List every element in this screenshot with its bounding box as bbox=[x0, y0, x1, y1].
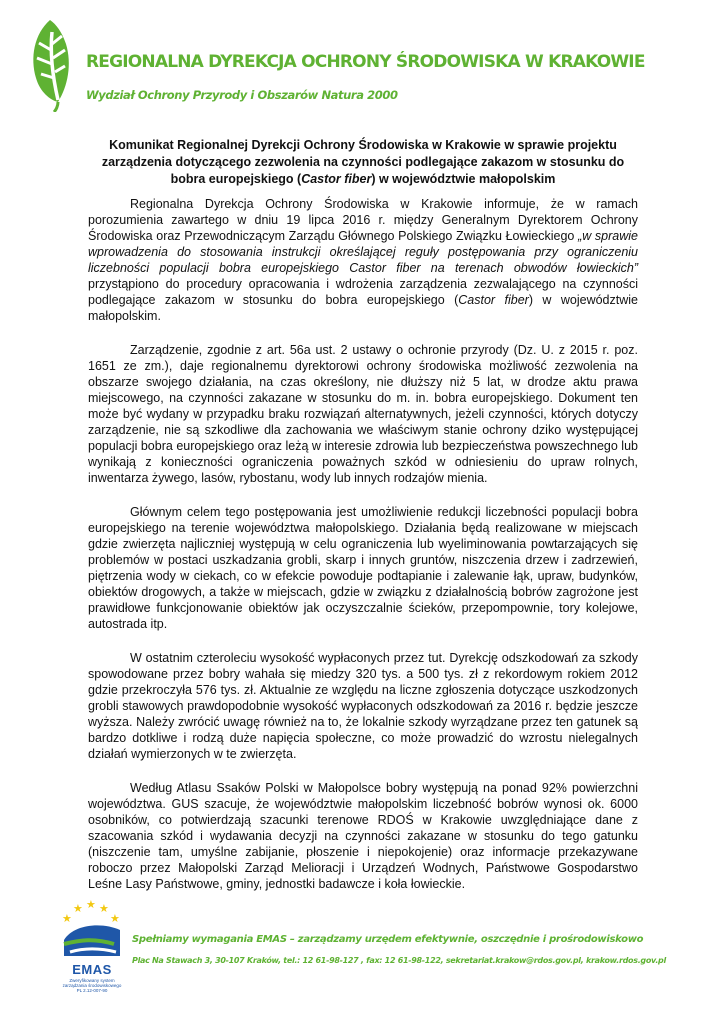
svg-text:★: ★ bbox=[73, 902, 83, 915]
svg-text:★: ★ bbox=[86, 900, 96, 911]
paragraph-1-quote: „w sprawie wprowadzenia do stosowania instrukcji określającej reguły postępowania przy ograniczeniu liczebności populacji bobra europejskiego Castor fiber na terenach obwodów łowieckich” bbox=[88, 229, 638, 275]
svg-text:★: ★ bbox=[62, 912, 72, 925]
leaf-logo-icon bbox=[28, 16, 88, 112]
paragraph-5: Według Atlasu Ssaków Polski w Małopolsce bobry występują na ponad 92% powierzchni województwa. GUS szacuje, że województwie małopolskim liczebność bobrów wynosi ok. 6000 osobników, co potwierdzają szacunki terenowe RDOŚ w Krakowie uwzględniające dane z szacowania szkód i wydawania decyzji na czynności zakazane w stosunku do tego gatunku (niszczenie tam, umyślne zabijanie, płoszenie i niepokojenie) oraz informacje przekazywane roboczo przez Małopolski Zarząd Melioracji i Urządzeń Wodnych, Państwowe Gospodarstwo Leśne Lasy Państwowe, gminy, jednostki badawcze i koła łowieckie. bbox=[88, 781, 638, 891]
letterhead bbox=[28, 16, 708, 116]
title-text-start: Komunikat Regionalnej Dyrekcji Ochrony Środowiska w Krakowie w sprawie projektu zarządzenia dotyczącego zezwolenia na czynności podlegające zakazom w stosunku do bobra europejskiego ( bbox=[101, 138, 625, 186]
emas-statement: Spełniamy wymagania EMAS – zarządzamy urzędem efektywnie, oszczędnie i prośrodowiskowo bbox=[132, 934, 644, 945]
emas-stars-icon bbox=[56, 900, 128, 962]
emas-caption: Zweryfikowany system zarządzania środowiskowego PL 2.12-007-90 bbox=[62, 978, 122, 993]
document-title bbox=[88, 137, 638, 188]
paragraph-1-species: Castor fiber bbox=[458, 293, 529, 307]
emas-logo bbox=[56, 900, 128, 1006]
footer bbox=[56, 900, 706, 1010]
svg-text:★: ★ bbox=[99, 902, 109, 915]
document-body bbox=[88, 196, 638, 910]
paragraph-3: Głównym celem tego postępowania jest umożliwienie redukcji liczebności populacji bobra europejskiego na terenie województwa małopolskiego. Działania będą realizowane w miejscach gdzie zwierzęta najliczniej występują w celu ograniczenia lub wyeliminowania powtarzających się problemów w postaci uszkadzania grobli, skarp i innych gruntów, niszczenia drzew i zadrzewień, piętrzenia wody w ciekach, co w efekcie powoduje podtapianie i zalewanie łąk, upraw, budynków, obiektów drogowych, a także w miejscach, gdzie w związku z działalnością bobrów zagrożone jest prawidłowe funkcjonowanie obiektów jak oczyszczalnie ścieków, przepompownie, tory kolejowe, autostrada itp. bbox=[88, 505, 638, 631]
department-name: Wydział Ochrony Przyrody i Obszarów Natura 2000 bbox=[86, 88, 398, 102]
title-species: Castor fiber bbox=[301, 172, 372, 186]
paragraph-1-text-a: Regionalna Dyrekcja Ochrony Środowiska w Krakowie informuje, że w ramach porozumienia zawartego w dniu 19 lipca 2016 r. między Generalnym Dyrektorem Ochrony Środowiska oraz Przewodniczącym Zarządu Głównego Polskiego Związku Łowieckiego bbox=[88, 197, 638, 243]
paragraph-1-text-b: przystąpiono do procedury opracowania i wdrożenia zarządzenia zezwalającego na czynności podlegające zakazom w stosunku do bobra europejskiego ( bbox=[88, 277, 638, 307]
svg-text:★: ★ bbox=[110, 912, 120, 925]
paragraph-4: W ostatnim czteroleciu wysokość wypłaconych przez tut. Dyrekcję odszkodowań za szkody spowodowane przez bobry wahała się miedzy 320 tys. a 500 tys. zł z rekordowym rokiem 2012 gdzie przekroczyła 576 tys. zł. Aktualnie ze względu na liczne zgłoszenia dotyczące uszkodzonych grobli stawowych prawdopodobnie wysokość wypłaconych odszkodowań za 2016 r. będzie jeszcze wyższa. Należy zwrócić uwagę również na to, że lokalnie szkody wyrządzane przez ten gatunek są bardzo dotkliwe i rodzą duże napięcia społeczne, co może prowadzić do wzrostu nielegalnych działań wymierzonych w te zwierzęta. bbox=[88, 651, 638, 761]
paragraph-2: Zarządzenie, zgodnie z art. 56a ust. 2 ustawy o ochronie przyrody (Dz. U. z 2015 r. poz. 1651 ze zm.), daje regionalnemu dyrektorowi ochrony środowiska możliwość zezwolenia na obszarze swojego działania, na czas określony, nie dłuższy niż 5 lat, w drodze aktu prawa miejscowego, na czynności zakazane w stosunku do m. in. bobra europejskiego. Dokument ten może być wydany w przypadku braku rozwiązań alternatywnych, jeżeli czynności, których dotyczy zarządzenie, nie są szkodliwe dla zachowania we właściwym stanie ochrony dziko występującej populacji bobra europejskiego oraz leżą w interesie zdrowia lub bezpieczeństwa powszechnego lub wynikają z konieczności ograniczenia poważnych szkód w odniesieniu do upraw rolnych, inwentarza żywego, lasów, rybostanu, wody lub innych rodzajów mienia. bbox=[88, 343, 638, 485]
paragraph-1-text-c: ) w województwie małopolskim. bbox=[88, 293, 638, 323]
title-text-end: ) w województwie małopolskim bbox=[371, 172, 556, 186]
contact-info: Plac Na Stawach 3, 30-107 Kraków, tel.: 12 61-98-127 , fax: 12 61-98-122, sekretariat.krakow@rdos.gov.pl, krakow.rdos.gov.pl bbox=[132, 956, 666, 965]
emas-label: EMAS bbox=[72, 962, 112, 977]
paragraph-1 bbox=[88, 196, 638, 324]
organization-name: REGIONALNA DYREKCJA OCHRONY ŚRODOWISKA W KRAKOWIE bbox=[86, 52, 645, 72]
